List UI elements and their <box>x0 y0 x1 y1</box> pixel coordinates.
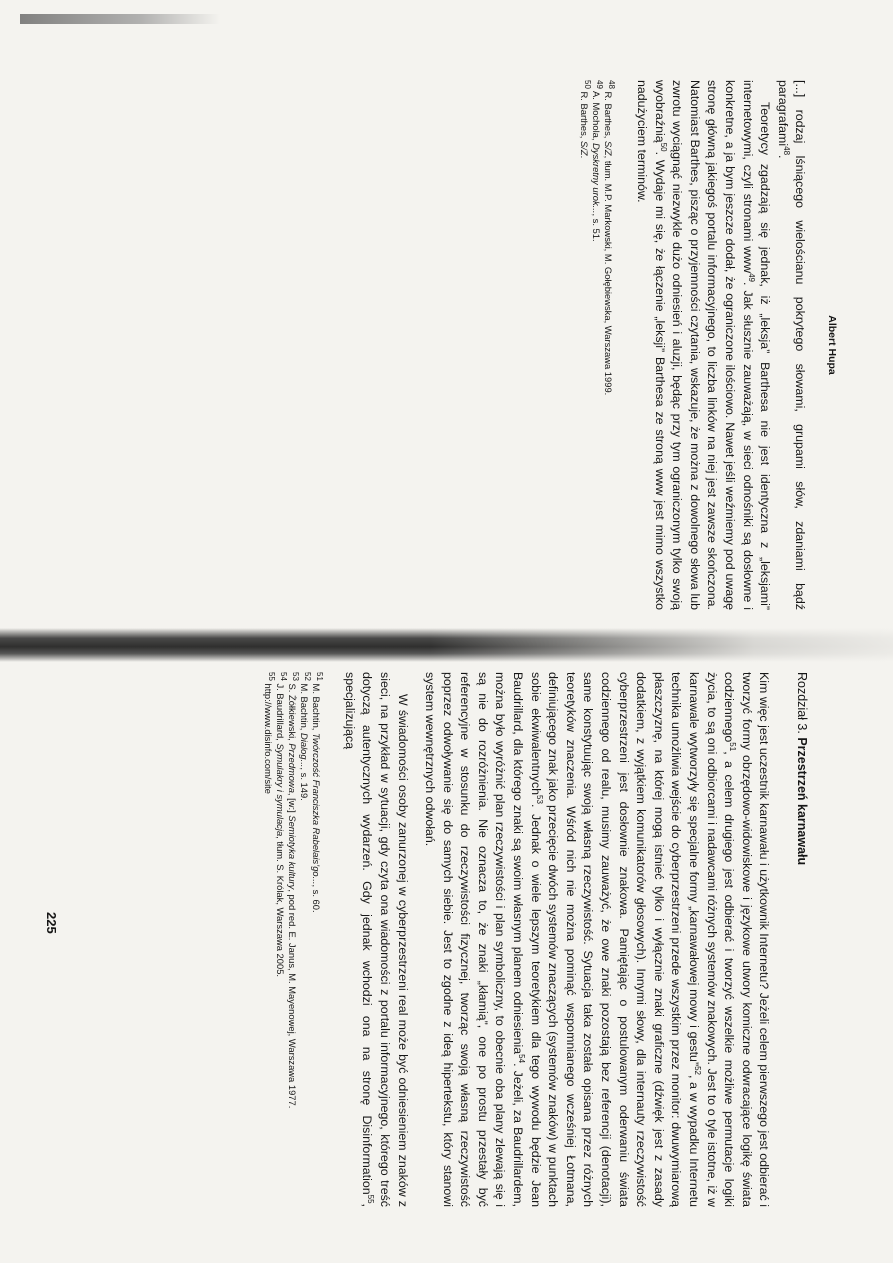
footnote-ref: 51 <box>728 742 738 752</box>
carryover-paragraph: [...] rodzaj lśniącego wielościanu pokrytego słowami, grupami słów, zdaniami bądź paragrafami$^{48}$. <box>775 80 808 610</box>
spine-shadow-fade <box>430 628 893 662</box>
footnote-50: $^{50}$ R. Barthes, S/Z. <box>579 80 593 159</box>
footnote-ref: 48 <box>781 146 791 156</box>
page-number-block <box>41 912 60 972</box>
footnote-49: $^{49}$ A. Mochola, Dyskretny urok..., s. 51. <box>591 80 605 242</box>
footnote-55: $^{55}$ http://www.disinfo.com/site <box>263 672 277 794</box>
left-page <box>578 80 840 610</box>
scan-edge-shadow <box>20 14 220 24</box>
footnote-ref: 55 <box>366 1194 376 1204</box>
footnote-51: $^{51}$ M. Bachtin, Twórczość Franciszka Rabelais’go..., s. 60. <box>311 672 325 913</box>
body-paragraph: W świadomości osoby zanurzonej w cyberprzestrzeni real może być odniesieniem znaków z sieci, na przykład w sytuacji, gdy czyta ona wiadomości z portalu informacyjnego, którego treść dotyczą autentycznych wydarzeń. Gdy jednak wchodzi ona na stronę Disinformation$^{55}$, specjalizującą <box>342 672 410 1207</box>
footnote-48: $^{48}$ R. Barthes, S/Z, tłum. M.P. Markowski, M. Gołębiewska, Warszawa 1999. <box>603 80 617 396</box>
body-paragraph: Kim więc jest uczestnik karnawału i użytkownik Internetu? Jeżeli celem pierwszego jest odbierać i tworzyć formy obrzędowo-widowiskowe i językowe utwory komiczne odwracające logikę świata codziennego$^{51}$, a celem drugiego jest odbierać i tworzyć wszelkie możliwe permutacje logiki życia, to są oni odbiorcami i nadawcami różnych systemów znakowych. Jest to o tyle istotne, iż w karnawale wytworzyły się specjalne formy „karnawałowej mowy i gestu”$^{52}$, a w wypadku Internetu technika umożliwia wejście do cyberprzestrzeni przede wszystkim przez monitor: dwuwymiarową płaszczyznę, na której mogą istnieć tylko i wyłącznie znaki graficzne (dźwięk jest z zasady dodatkiem, z wyjątkiem komunikatorów głosowych). Innymi słowy, dla internauty rzeczywistość cyberprzestrzeni jest dosłownie znakowa. Pamiętając o postulowanym oderwaniu świata codziennego od realu, musimy zauważyć, że owe znaki pozostają bez referencji (denotacji), same konstytuując swoją własną rzeczywistość. Sytuacja taka została opisana przez różnych teoretyków znaczenia. Wśród nich nie można pominąć wspomnianego wcześniej Łotmana, definiującego znak jako przecięcie dwóch systemów znaczących (systemów znaków) w punktach sobie ekwiwalentnych$^{53}$. Jednak o wiele lepszym teoretykiem dla tego wywodu będzie Jean Baudrillard, dla którego znaki są swoim własnym planem odniesienia$^{54}$. Jeżeli, za Baudrillardem, można było wyróżnić plan rzeczywistości i plan symboliczny, to obecnie oba plany zlewają się i są nie do rozróżnienia. Nie oznacza to, że znaki „kłamią”, one po prostu przestały być referencyjne w stosunku do rzeczywistości fizycznej, tworząc swoją własną rzeczywistość poprzez odwoływanie się do samych siebie. Jest to zgodne z ideą hipertekstu, który stanowi system wewnętrznych odwołań. <box>423 672 772 1207</box>
footnotes <box>578 80 617 610</box>
footnote-ref: 50 <box>658 142 668 152</box>
footnote-ref: 52 <box>693 1066 703 1075</box>
right-page <box>262 672 810 1207</box>
footnotes <box>262 672 325 1207</box>
page-number: 225 <box>44 912 59 934</box>
footnote-ref: 49 <box>746 273 756 282</box>
chapter-heading: Rozdział 3. Przestrzeń karnawału <box>795 672 809 866</box>
footnote-54: $^{54}$ J. Baudrillard, Symulakry i symulacja, tłum. S. Królak, Warszawa 2005. <box>275 672 289 978</box>
footnote-ref: 53 <box>534 795 544 804</box>
footnote-ref: 54 <box>517 1054 527 1064</box>
footnote-53: $^{53}$ S. Żółkiewski, Przedmowa, [w:] Semiotyka kultury, pod red. E. Janus, M. Mayenowej, Warszawa 1977. <box>287 672 301 1109</box>
footnote-52: $^{52}$ M. Bachtin, Dialog..., s. 149. <box>299 672 313 801</box>
running-head: Albert Hupa <box>826 315 838 375</box>
body-paragraph: Teoretycy zgadzają się jednak, iż „leksja” Barthesa nie jest identyczna z „leksjami” internetowymi, czyli stronami www$^{49}$. Jak słusznie zauważają, w sieci odnośniki są dosłowne i konkretne, a ja bym jeszcze dodał, że ograniczone ilościowo. Nawet jeśli weźmiemy pod uwagę stronę główną jakiegoś portalu informacyjnego, to liczba linków na niej jest zawsze skończona. Natomiast Barthes, pisząc o przyjemności czytania, wskazuje, że można z dowolnego słowa lub zwrotu wyciągnąć niezwykle dużo odniesień i aluzji, będąc przy tym ograniczonym tylko swoją wyobraźnią$^{50}$. Wydaje mi się, że łączenie „leksji” Barthesa ze stroną www jest mimo wszystko nadużyciem terminów. <box>635 80 773 610</box>
